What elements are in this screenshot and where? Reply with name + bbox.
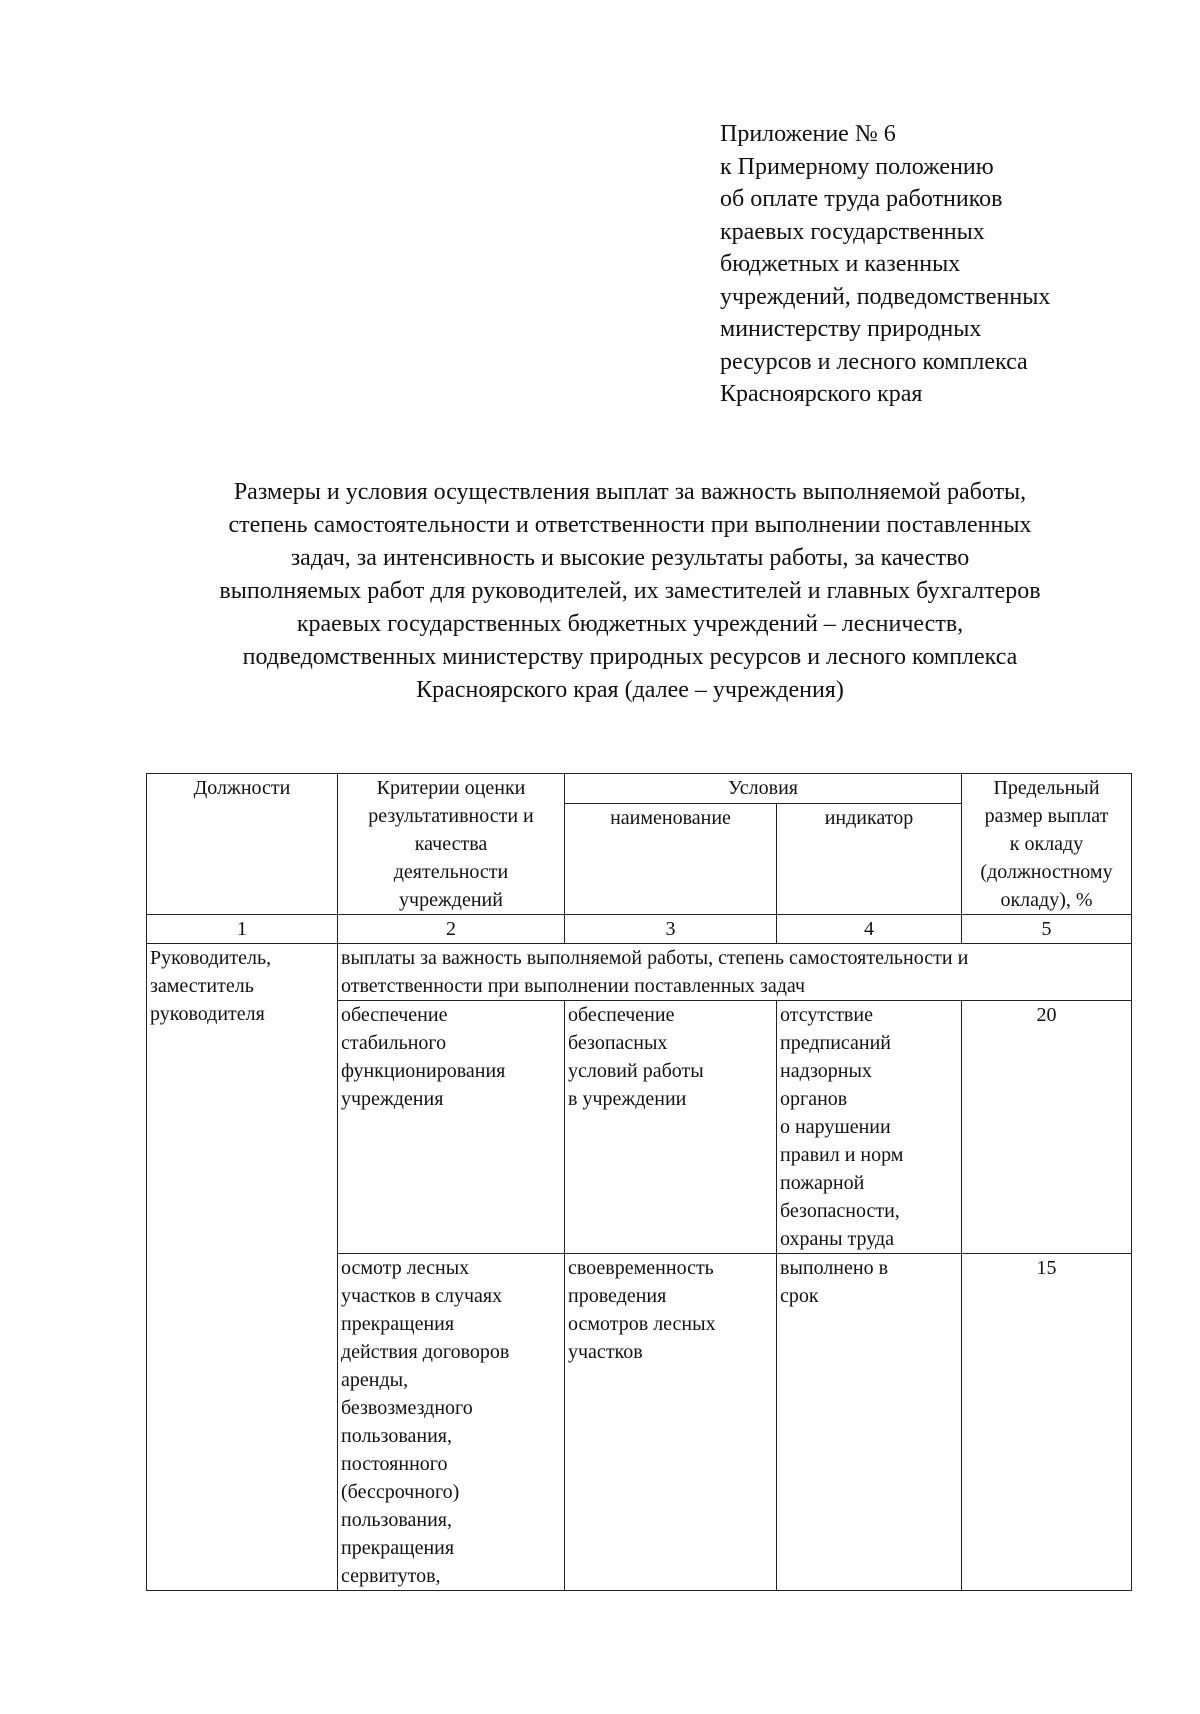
cell-line: прекращения [341,1313,455,1335]
cell-line: участков [568,1341,643,1363]
header-indicator: индикатор [777,804,962,915]
title-line: краевых государственных бюджетных учреждений – лесничеств, [296,611,964,637]
appendix-header [720,118,1050,411]
cell-line: постоянного [341,1453,448,1475]
cell-line: (бессрочного) [341,1481,460,1503]
title-line: выполняемых работ для руководителей, их заместителей и главных бухгалтеров [219,578,1041,604]
header-limit-line: размер выплат [984,805,1109,827]
cell-line: учреждения [341,1088,444,1110]
cell-line: обеспечение [568,1004,675,1026]
cell-line: прекращения [341,1537,455,1559]
condition-name-cell [565,1254,777,1591]
cell-line: безвозмездного [341,1397,473,1419]
limit-cell: 20 [962,1001,1132,1254]
cell-line: отсутствие [780,1004,873,1026]
cell-line: пользования, [341,1509,452,1531]
cell-line: проведения [568,1285,667,1307]
cell-line: безопасности, [780,1200,900,1222]
title-line: задач, за интенсивность и высокие результаты работы, за качество [290,545,970,571]
column-number: 1 [147,915,338,944]
column-number: 2 [338,915,565,944]
header-limit-line: к окладу [1009,833,1084,855]
number-row [147,915,1132,944]
appendix-line: к Примерному положению [720,153,994,180]
cell-line: безопасных [568,1032,668,1054]
cell-line: аренды, [341,1369,409,1391]
appendix-line: Приложение № 6 [720,121,896,147]
cell-line: о нарушении [780,1116,891,1138]
appendix-line: бюджетных и казенных [720,251,961,277]
header-position-label: Должности [193,777,291,799]
cell-line: в учреждении [568,1088,687,1110]
header-criteria-line: качества [414,833,488,855]
header-criteria [338,774,565,915]
cell-line: охраны труда [780,1228,895,1250]
column-number: 5 [962,915,1132,944]
position-line: Руководитель, [150,947,272,969]
header-criteria-line: Критерии оценки [376,777,526,799]
header-criteria-line: деятельности [393,861,509,883]
column-number: 3 [565,915,777,944]
header-name: наименование [565,804,777,915]
position-line: руководителя [150,1003,265,1025]
header-position [147,774,338,915]
section-heading [338,944,1132,1001]
cell-line: действия договоров [341,1341,510,1363]
cell-line: участков в случаях [341,1285,503,1307]
header-criteria-line: результативности и [368,805,534,827]
section-heading-line: ответственности при выполнении поставленных задач [341,975,806,997]
appendix-line: об оплате труда работников [720,186,1003,212]
header-limit-line: Предельный [993,777,1100,799]
cell-line: своевременность [568,1257,714,1279]
section-row [147,944,1132,1001]
header-limit [962,774,1132,915]
appendix-line: министерству природных [720,316,982,342]
column-number: 4 [777,915,962,944]
cell-line: пользования, [341,1425,452,1447]
limit-cell: 15 [962,1254,1132,1591]
cell-line: осмотров лесных [568,1313,716,1335]
cell-line: органов [780,1088,848,1110]
cell-line: условий работы [568,1060,704,1082]
title-line: Размеры и условия осуществления выплат за важность выполняемой работы, [233,479,1027,505]
appendix-line: учреждений, подведомственных [720,283,1051,310]
cell-line: предписаний [780,1032,892,1054]
cell-line: стабильного [341,1032,447,1054]
indicator-cell [777,1001,962,1254]
section-heading-line: выплаты за важность выполняемой работы, степень самостоятельности и [341,947,969,969]
cell-line: правил и норм [780,1144,904,1166]
appendix-line: краевых государственных [720,218,985,245]
document-title [130,476,1130,707]
header-conditions: Условия [565,774,962,804]
header-limit-line: (должностному [980,861,1113,883]
criteria-cell [338,1001,565,1254]
cell-line: сервитутов, [341,1565,441,1587]
appendix-line: Красноярского края [720,381,923,407]
header-limit-line: окладу), % [1000,889,1093,911]
condition-name-cell [565,1001,777,1254]
criteria-cell [338,1254,565,1591]
cell-line: обеспечение [341,1004,448,1026]
cell-line: осмотр лесных [341,1257,470,1279]
title-line: степень самостоятельности и ответственности при выполнении поставленных [228,512,1032,538]
payments-table [146,773,1132,1591]
indicator-cell [777,1254,962,1591]
cell-line: срок [780,1285,819,1307]
title-line: подведомственных министерству природных ресурсов и лесного комплекса [242,644,1018,670]
position-cell [147,944,338,1591]
header-row [147,774,1132,804]
title-line: Красноярского края (далее – учреждения) [416,677,844,703]
cell-line: выполнено в [780,1257,889,1279]
cell-line: пожарной [780,1172,865,1194]
header-criteria-line: учреждений [399,889,503,911]
cell-line: функционирования [341,1060,506,1082]
position-line: заместитель [150,975,254,997]
cell-line: надзорных [780,1060,872,1082]
appendix-line: ресурсов и лесного комплекса [720,348,1028,375]
